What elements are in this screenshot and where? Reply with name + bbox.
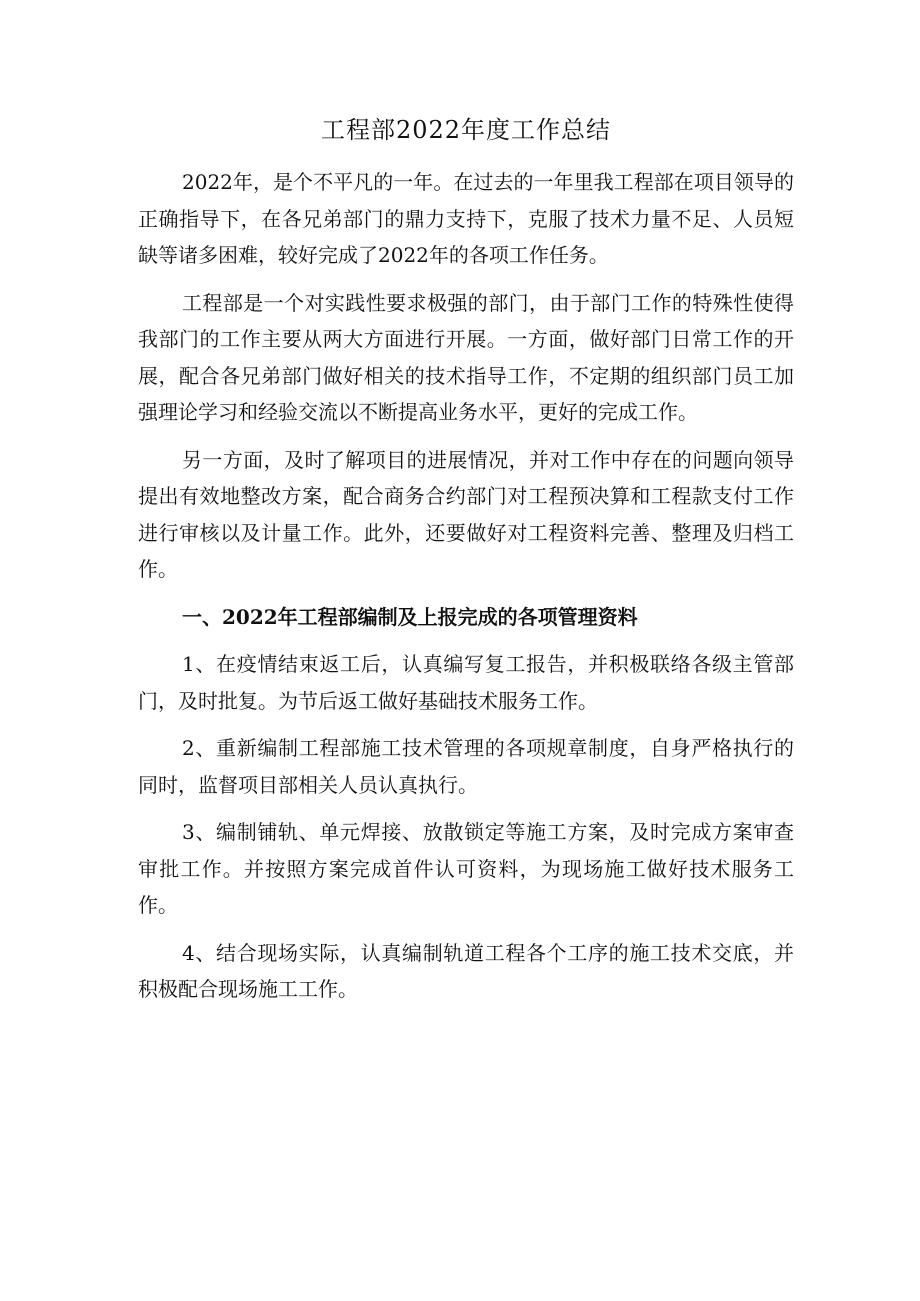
section-heading: 一、2022年工程部编制及上报完成的各项管理资料 <box>182 604 638 629</box>
paragraph-other-aspect: 另一方面，及时了解项目的进展情况，并对工作中存在的问题向领导提出有效地整改方案，配合商务合约部门对工程预决算和工程款支付工作进行审核以及计量工作。此外，还要做好对工程资料完善、整理及归档工作。 <box>138 447 794 581</box>
paragraph-department-role: 工程部是一个对实践性要求极强的部门，由于部门工作的特殊性使得我部门的工作主要从两大方面进行开展。一方面，做好部门日常工作的开展，配合各兄弟部门做好相关的技术指导工作，不定期的组织部门员工加强理论学习和经验交流以不断提高业务水平，更好的完成工作。 <box>138 290 794 424</box>
list-item: 3、编制铺轨、单元焊接、放散锁定等施工方案，及时完成方案审查审批工作。并按照方案完成首件认可资料，为现场施工做好技术服务工作。 <box>138 820 794 917</box>
list-item: 2、重新编制工程部施工技术管理的各项规章制度，自身严格执行的同时，监督项目部相关人员认真执行。 <box>138 736 794 797</box>
document-page <box>138 112 794 1019</box>
list-item: 1、在疫情结束返工后，认真编写复工报告，并积极联络各级主管部门，及时批复。为节后返工做好基础技术服务工作。 <box>138 652 794 713</box>
list-item: 4、结合现场实际，认真编制轨道工程各个工序的施工技术交底，并积极配合现场施工工作。 <box>138 940 794 1001</box>
paragraph-intro: 2022年，是个不平凡的一年。在过去的一年里我工程部在项目领导的正确指导下，在各兄弟部门的鼎力支持下，克服了技术力量不足、人员短缺等诸多困难，较好完成了2022年的各项工作任务。 <box>138 170 794 267</box>
document-title: 工程部2022年度工作总结 <box>320 116 612 144</box>
